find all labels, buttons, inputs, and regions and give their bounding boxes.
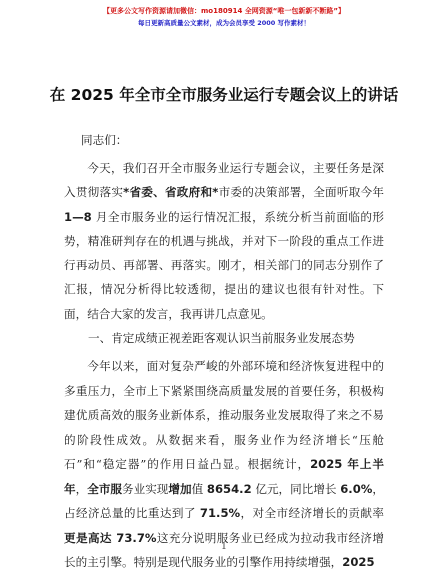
text-run: 6.0% [340, 481, 373, 496]
text-run: ，对全市经济增长的贡献率 [240, 506, 384, 520]
text-run: 这充分说明服务业已经成为拉动我市经济增长的主引擎。特别是现代服务业的引擎作用持续增强， [64, 530, 384, 569]
text-run: 务业实现 [122, 481, 169, 496]
salutation: 同志们： [81, 133, 128, 147]
text-run: 更是高达 73.7% [64, 530, 157, 545]
document-title: 在 2025 年全市全市服务业运行专题会议上的讲话 [49, 86, 399, 104]
text-run: 8654.2 [206, 481, 252, 496]
text-run: 亿元，同比增长 [251, 481, 341, 496]
text-run: 全市服 [87, 481, 123, 496]
text-run: ， [75, 481, 88, 496]
top-banner-line-2: 每日更新高质量公文素材，成为会员享受 2000 写作素材！ [137, 19, 311, 27]
text-run: 月全市服务业的运行情况汇报，系统分析当前面临的形势，精准研判存在的机遇与挑战，并对下一阶段的重点工作进行再动员、再部署、再落实。刚才，相关部门的同志分别作了汇报，情况分析得比较透彻，提出的建议也很有针对性。下面，结合大家的发言，我再讲几点意见。 [64, 209, 384, 321]
text-run: 今天，我们召开全市服务业运行专题会议，主要任务是深入贯彻落实 [64, 161, 384, 200]
paragraph-1 [64, 156, 384, 326]
text-run: 2025 [342, 555, 375, 569]
text-run: *省委、省政府和* [123, 185, 219, 200]
text-run: 71.5% [199, 506, 241, 520]
text-run: 2025 年上半年 [64, 457, 384, 496]
page-number: 1 [221, 542, 227, 552]
top-banner-line-1: 【更多公文写作资源请加微信：mo180914 全网资源“唯一包新新不断路”】 [103, 7, 345, 15]
text-run: 市委的决策部署，全面听取今年 [218, 185, 384, 200]
text-run: 1—8 [64, 209, 92, 224]
text-run: ，占经济总量的比重达到了 [64, 481, 384, 520]
text-run: 今年以来，面对复杂严峻的外部环境和经济恢复进程中的多重压力，全市上下紧紧围绕高质量发展的首要任务，积极构建优质高效的服务业新体系，推动服务业发展取得了来之不易的阶段性成效。从数据来看，服务业作为经济增长“压舱石”和“稳定器”的作用日益凸显。根据统计， [64, 359, 384, 471]
section-heading-1: 一、肯定成绩正视差距客观认识当前服务业发展态势 [88, 331, 355, 345]
text-run: 值 [191, 481, 207, 496]
text-run: 增加 [168, 481, 192, 496]
